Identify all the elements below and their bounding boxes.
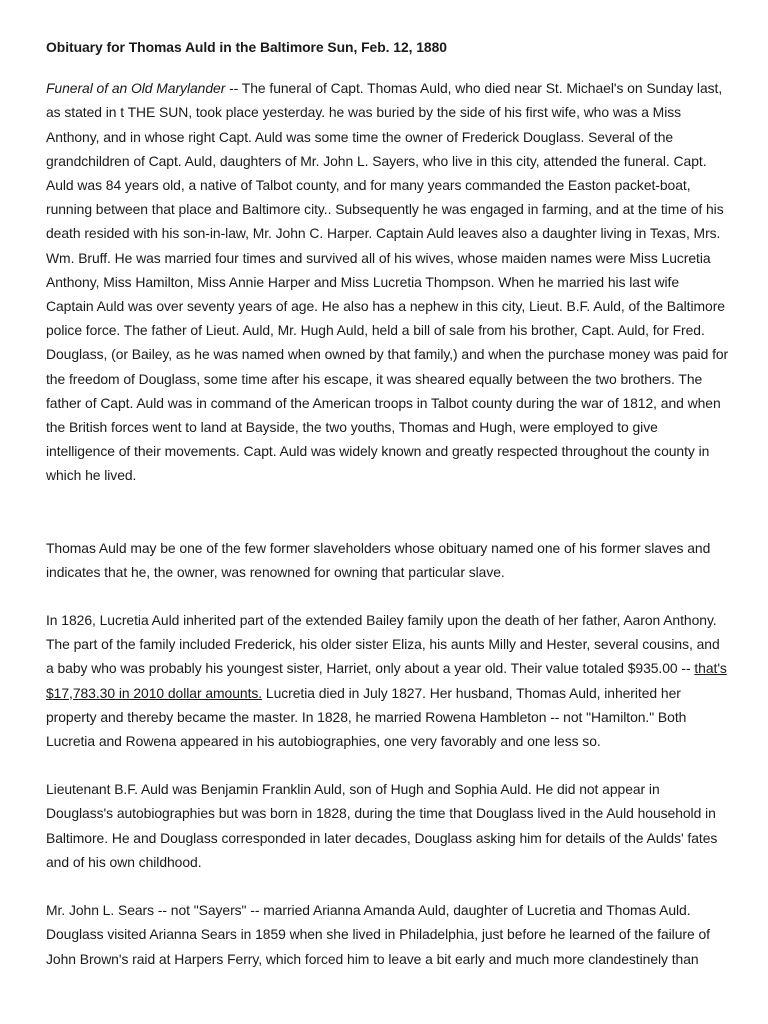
inheritance-text-before: In 1826, Lucretia Auld inherited part of the extended Bailey family upon the death of her father, Aaron Anthony. The part of the family included Frederick, his older sister Eliza, his aunts Milly and Hester, several cousins, and a baby who was probably his youngest sister, Harriet, only about a year old. Their value totaled $935.00 -- xyxy=(46,612,720,677)
obituary-text: -- The funeral of Capt. Thomas Auld, who died near St. Michael's on Sunday last, as stated in t THE SUN, took place yesterday. he was buried by the side of his first wife, who was a Miss Anthony, and in whose right Capt. Auld was some time the owner of Frederick Douglass. Several of the grandchildren of Capt. Auld, daughters of Mr. John L. Sayers, who live in this city, attended the funeral. Capt. Auld was 84 years old, a native of Talbot county, and for many years commanded the Easton packet-boat, running between that place and Baltimore city.. Subsequently he was engaged in farming, and at the time of his death resided with his son-in-law, Mr. John C. Harper. Captain Auld leaves also a daughter living in Texas, Mrs. Wm. Bruff. He was married four times and survived all of his wives, whose maiden names were Miss Lucretia Anthony, Miss Hamilton, Miss Annie Harper and Miss Lucretia Thompson. When he married his last wife Captain Auld was over seventy years of age. He also has a nephew in this city, Lieut. B.F. Auld, of the Baltimore police force. The father of Lieut. Auld, Mr. Hugh Auld, held a bill of sale from his brother, Capt. Auld, for Fred. Douglass, (or Bailey, as he was named when owned by that family,) and when the purchase money was paid for the freedom of Douglass, some time after his escape, it was sheared equally between the two brothers. The father of Capt. Auld was in command of the American troops in Talbot county during the war of 1812, and when the British forces went to land at Bayside, the two youths, Thomas and Hugh, were employed to give intelligence of their movements. Capt. Auld was widely known and greatly respected throughout the county in which he lived. xyxy=(46,80,729,484)
inheritance-paragraph xyxy=(46,608,730,753)
former-slaves-paragraph: Thomas Auld may be one of the few former slaveholders whose obituary named one of his former slaves and indicates that he, the owner, was renowned for owning that particular slave. xyxy=(46,539,711,580)
inheritance-text-after: Lucretia died in July 1827. Her husband, Thomas Auld, inherited her property and thereby became the master. In 1828, he married Rowena Hambleton -- not "Hamilton." Both Lucretia and Rowena appeared in his autobiographies, one very favorably and one less so. xyxy=(46,684,687,750)
bf-auld-paragraph: Lieutenant B.F. Auld was Benjamin Franklin Auld, son of Hugh and Sophia Auld. He did not appear in Douglass's autobiographies but was born in 1828, during the time that Douglass lived in the Auld household in Baltimore. He and Douglass corresponded in later decades, Douglass asking him for details of the Aulds' fates and of his own childhood. xyxy=(46,781,718,870)
document-title: Obituary for Thomas Auld in the Baltimore Sun, Feb. 12, 1880 xyxy=(46,39,447,55)
dollar-value-link[interactable]: that's $17,783.30 in 2010 dollar amounts. xyxy=(46,660,727,701)
obituary-paragraph xyxy=(46,76,730,487)
sears-paragraph: Mr. John L. Sears -- not "Sayers" -- married Arianna Amanda Auld, daughter of Lucretia and Thomas Auld. Douglass visited Arianna Sears in 1859 when she lived in Philadelphia, just before he learned of the failure of John Brown's raid at Harpers Ferry, which forced him to leave a bit early and much more clandestinely than xyxy=(46,902,710,967)
obituary-heading: Funeral of an Old Marylander xyxy=(46,80,226,97)
